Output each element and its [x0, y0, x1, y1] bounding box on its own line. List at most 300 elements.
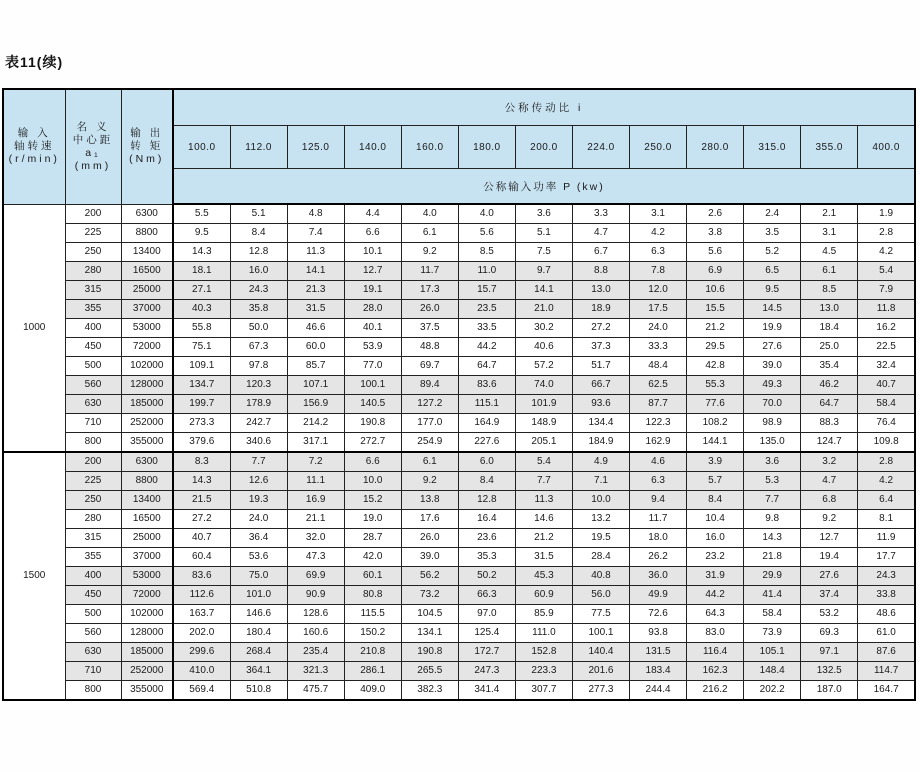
power-cell: 6.9: [687, 262, 744, 281]
power-cell: 160.6: [287, 624, 344, 643]
power-cell: 7.7: [744, 491, 801, 510]
power-cell: 89.4: [401, 376, 458, 395]
power-cell: 2.8: [858, 452, 915, 472]
header-center-distance: [65, 89, 121, 204]
torque-cell: 355000: [121, 433, 173, 453]
power-cell: 61.0: [858, 624, 915, 643]
power-cell: 27.2: [572, 319, 629, 338]
torque-cell: 102000: [121, 605, 173, 624]
torque-cell: 25000: [121, 529, 173, 548]
power-cell: 162.3: [687, 662, 744, 681]
power-cell: 11.0: [458, 262, 515, 281]
power-cell: 5.4: [515, 452, 572, 472]
power-cell: 6.1: [401, 452, 458, 472]
table-row: [3, 395, 915, 414]
power-cell: 202.2: [744, 681, 801, 701]
ratio-power-table: [2, 88, 916, 701]
power-cell: 177.0: [401, 414, 458, 433]
power-cell: 379.6: [173, 433, 230, 453]
power-cell: 7.5: [515, 243, 572, 262]
power-cell: 97.1: [801, 643, 858, 662]
torque-cell: 72000: [121, 586, 173, 605]
center-distance-cell: 225: [65, 224, 121, 243]
power-cell: 21.0: [515, 300, 572, 319]
power-cell: 58.4: [858, 395, 915, 414]
power-cell: 201.6: [572, 662, 629, 681]
power-cell: 17.5: [630, 300, 687, 319]
torque-cell: 6300: [121, 452, 173, 472]
power-cell: 216.2: [687, 681, 744, 701]
power-cell: 10.4: [687, 510, 744, 529]
center-distance-cell: 560: [65, 624, 121, 643]
power-cell: 35.3: [458, 548, 515, 567]
power-cell: 268.4: [230, 643, 287, 662]
power-cell: 104.5: [401, 605, 458, 624]
center-distance-cell: 250: [65, 491, 121, 510]
power-cell: 4.5: [801, 243, 858, 262]
power-cell: 23.5: [458, 300, 515, 319]
power-cell: 199.7: [173, 395, 230, 414]
power-cell: 144.1: [687, 433, 744, 453]
power-cell: 53.6: [230, 548, 287, 567]
power-cell: 409.0: [344, 681, 401, 701]
power-cell: 4.4: [344, 204, 401, 224]
power-cell: 152.8: [515, 643, 572, 662]
power-cell: 27.1: [173, 281, 230, 300]
power-cell: 56.2: [401, 567, 458, 586]
power-cell: 112.6: [173, 586, 230, 605]
table-row: [3, 510, 915, 529]
power-cell: 132.5: [801, 662, 858, 681]
power-cell: 11.9: [858, 529, 915, 548]
power-cell: 5.6: [687, 243, 744, 262]
power-cell: 16.0: [230, 262, 287, 281]
power-cell: 18.1: [173, 262, 230, 281]
ratio-col-224.0: 224.0: [572, 126, 629, 169]
power-cell: 31.9: [687, 567, 744, 586]
power-cell: 77.6: [687, 395, 744, 414]
power-cell: 35.8: [230, 300, 287, 319]
power-cell: 83.6: [173, 567, 230, 586]
power-cell: 37.3: [572, 338, 629, 357]
power-cell: 18.4: [801, 319, 858, 338]
power-cell: 223.3: [515, 662, 572, 681]
power-cell: 510.8: [230, 681, 287, 701]
table-row: [3, 605, 915, 624]
power-cell: 162.9: [630, 433, 687, 453]
power-cell: 50.2: [458, 567, 515, 586]
torque-cell: 8800: [121, 472, 173, 491]
power-cell: 135.0: [744, 433, 801, 453]
power-cell: 6.8: [801, 491, 858, 510]
power-cell: 83.0: [687, 624, 744, 643]
power-cell: 12.7: [344, 262, 401, 281]
power-cell: 235.4: [287, 643, 344, 662]
table-row: [3, 624, 915, 643]
power-cell: 24.0: [230, 510, 287, 529]
power-cell: 42.0: [344, 548, 401, 567]
power-cell: 85.7: [287, 357, 344, 376]
power-cell: 90.9: [287, 586, 344, 605]
torque-cell: 252000: [121, 414, 173, 433]
center-distance-cell: 630: [65, 643, 121, 662]
power-cell: 111.0: [515, 624, 572, 643]
power-cell: 4.2: [858, 243, 915, 262]
power-cell: 19.5: [572, 529, 629, 548]
center-distance-cell: 250: [65, 243, 121, 262]
center-distance-cell: 450: [65, 586, 121, 605]
power-cell: 317.1: [287, 433, 344, 453]
power-cell: 28.4: [572, 548, 629, 567]
power-cell: 66.3: [458, 586, 515, 605]
power-cell: 11.7: [401, 262, 458, 281]
power-cell: 17.6: [401, 510, 458, 529]
table-row: [3, 586, 915, 605]
ratio-col-250.0: 250.0: [630, 126, 687, 169]
power-cell: 5.5: [173, 204, 230, 224]
power-cell: 9.8: [744, 510, 801, 529]
power-cell: 5.1: [515, 224, 572, 243]
center-distance-cell: 200: [65, 204, 121, 224]
center-distance-cell: 225: [65, 472, 121, 491]
table-row: [3, 643, 915, 662]
power-cell: 7.8: [630, 262, 687, 281]
power-cell: 6.4: [858, 491, 915, 510]
power-cell: 6.3: [630, 243, 687, 262]
power-cell: 277.3: [572, 681, 629, 701]
power-cell: 273.3: [173, 414, 230, 433]
power-cell: 242.7: [230, 414, 287, 433]
power-cell: 8.4: [458, 472, 515, 491]
power-cell: 46.2: [801, 376, 858, 395]
power-cell: 49.3: [744, 376, 801, 395]
power-cell: 19.0: [344, 510, 401, 529]
header-ratio-title: 公称传动比 i: [173, 89, 915, 126]
power-cell: 105.1: [744, 643, 801, 662]
power-cell: 3.2: [801, 452, 858, 472]
power-cell: 77.0: [344, 357, 401, 376]
power-cell: 48.4: [630, 357, 687, 376]
power-cell: 5.7: [687, 472, 744, 491]
torque-cell: 16500: [121, 262, 173, 281]
power-cell: 3.3: [572, 204, 629, 224]
power-cell: 16.0: [687, 529, 744, 548]
table-row: [3, 319, 915, 338]
power-cell: 37.5: [401, 319, 458, 338]
power-cell: 6.7: [572, 243, 629, 262]
torque-cell: 37000: [121, 548, 173, 567]
power-cell: 97.8: [230, 357, 287, 376]
power-cell: 26.0: [401, 300, 458, 319]
power-cell: 58.4: [744, 605, 801, 624]
power-cell: 205.1: [515, 433, 572, 453]
power-cell: 69.9: [287, 567, 344, 586]
power-cell: 116.4: [687, 643, 744, 662]
power-cell: 85.9: [515, 605, 572, 624]
center-distance-cell: 355: [65, 300, 121, 319]
power-cell: 140.4: [572, 643, 629, 662]
power-cell: 19.4: [801, 548, 858, 567]
power-cell: 62.5: [630, 376, 687, 395]
ratio-col-315.0: 315.0: [744, 126, 801, 169]
power-cell: 42.8: [687, 357, 744, 376]
power-cell: 29.9: [744, 567, 801, 586]
power-cell: 12.0: [630, 281, 687, 300]
power-cell: 45.3: [515, 567, 572, 586]
header-input-speed-line: 轴转速: [14, 140, 55, 153]
torque-cell: 185000: [121, 643, 173, 662]
power-cell: 11.7: [630, 510, 687, 529]
power-cell: 66.7: [572, 376, 629, 395]
power-cell: 55.8: [173, 319, 230, 338]
power-cell: 9.4: [630, 491, 687, 510]
power-cell: 146.6: [230, 605, 287, 624]
table-row: [3, 243, 915, 262]
power-cell: 2.4: [744, 204, 801, 224]
center-distance-cell: 280: [65, 510, 121, 529]
torque-cell: 8800: [121, 224, 173, 243]
power-cell: 17.3: [401, 281, 458, 300]
ratio-col-140.0: 140.0: [344, 126, 401, 169]
center-distance-cell: 560: [65, 376, 121, 395]
table-row: [3, 357, 915, 376]
center-distance-cell: 500: [65, 357, 121, 376]
power-cell: 12.6: [230, 472, 287, 491]
power-cell: 4.8: [287, 204, 344, 224]
power-cell: 29.5: [687, 338, 744, 357]
header-output-torque: [121, 89, 173, 204]
power-cell: 148.9: [515, 414, 572, 433]
power-cell: 6.6: [344, 224, 401, 243]
power-cell: 7.1: [572, 472, 629, 491]
power-cell: 187.0: [801, 681, 858, 701]
power-cell: 3.6: [744, 452, 801, 472]
power-cell: 164.7: [858, 681, 915, 701]
power-cell: 18.9: [572, 300, 629, 319]
power-cell: 60.4: [173, 548, 230, 567]
ratio-col-200.0: 200.0: [515, 126, 572, 169]
power-cell: 31.5: [515, 548, 572, 567]
rpm-cell-1000: 1000: [3, 204, 65, 452]
torque-cell: 185000: [121, 395, 173, 414]
center-distance-cell: 500: [65, 605, 121, 624]
torque-cell: 25000: [121, 281, 173, 300]
table-row: [3, 472, 915, 491]
power-cell: 31.5: [287, 300, 344, 319]
power-cell: 49.9: [630, 586, 687, 605]
power-cell: 14.1: [515, 281, 572, 300]
power-cell: 39.0: [401, 548, 458, 567]
power-cell: 21.5: [173, 491, 230, 510]
header-output-torque-line: 输 出: [130, 127, 164, 140]
power-cell: 5.3: [744, 472, 801, 491]
power-cell: 2.8: [858, 224, 915, 243]
torque-cell: 13400: [121, 491, 173, 510]
center-distance-cell: 450: [65, 338, 121, 357]
power-cell: 50.0: [230, 319, 287, 338]
ratio-col-100.0: 100.0: [173, 126, 230, 169]
power-cell: 41.4: [744, 586, 801, 605]
torque-cell: 128000: [121, 376, 173, 395]
power-cell: 33.8: [858, 586, 915, 605]
power-cell: 124.7: [801, 433, 858, 453]
power-cell: 35.4: [801, 357, 858, 376]
power-cell: 15.7: [458, 281, 515, 300]
power-cell: 569.4: [173, 681, 230, 701]
power-cell: 30.2: [515, 319, 572, 338]
power-cell: 93.6: [572, 395, 629, 414]
torque-cell: 16500: [121, 510, 173, 529]
power-cell: 7.7: [230, 452, 287, 472]
ratio-col-180.0: 180.0: [458, 126, 515, 169]
power-cell: 3.8: [687, 224, 744, 243]
power-cell: 75.0: [230, 567, 287, 586]
power-cell: 14.6: [515, 510, 572, 529]
power-cell: 227.6: [458, 433, 515, 453]
power-cell: 13.0: [801, 300, 858, 319]
power-cell: 9.2: [801, 510, 858, 529]
power-cell: 6.3: [630, 472, 687, 491]
power-cell: 299.6: [173, 643, 230, 662]
power-cell: 46.6: [287, 319, 344, 338]
power-cell: 83.6: [458, 376, 515, 395]
power-cell: 21.8: [744, 548, 801, 567]
torque-cell: 37000: [121, 300, 173, 319]
power-cell: 214.2: [287, 414, 344, 433]
header-input-speed: [3, 89, 65, 204]
header-input-speed-line: (r/min): [8, 153, 60, 166]
power-cell: 36.4: [230, 529, 287, 548]
power-cell: 5.6: [458, 224, 515, 243]
power-cell: 6.0: [458, 452, 515, 472]
power-cell: 40.7: [173, 529, 230, 548]
power-cell: 9.5: [173, 224, 230, 243]
power-cell: 5.4: [858, 262, 915, 281]
power-cell: 10.0: [344, 472, 401, 491]
torque-cell: 53000: [121, 567, 173, 586]
power-cell: 15.2: [344, 491, 401, 510]
power-cell: 26.0: [401, 529, 458, 548]
power-cell: 8.4: [687, 491, 744, 510]
power-cell: 307.7: [515, 681, 572, 701]
power-cell: 156.9: [287, 395, 344, 414]
power-cell: 16.2: [858, 319, 915, 338]
power-cell: 272.7: [344, 433, 401, 453]
power-cell: 69.3: [801, 624, 858, 643]
power-cell: 115.5: [344, 605, 401, 624]
header-center-distance-line: (mm): [74, 159, 112, 172]
torque-cell: 102000: [121, 357, 173, 376]
power-cell: 73.2: [401, 586, 458, 605]
table-row: [3, 681, 915, 701]
power-cell: 100.1: [344, 376, 401, 395]
power-cell: 76.4: [858, 414, 915, 433]
power-cell: 3.5: [744, 224, 801, 243]
power-cell: 4.0: [458, 204, 515, 224]
power-cell: 8.5: [458, 243, 515, 262]
power-cell: 364.1: [230, 662, 287, 681]
power-cell: 40.1: [344, 319, 401, 338]
power-cell: 6.6: [344, 452, 401, 472]
power-cell: 3.1: [630, 204, 687, 224]
torque-cell: 6300: [121, 204, 173, 224]
power-cell: 74.0: [515, 376, 572, 395]
torque-cell: 252000: [121, 662, 173, 681]
power-cell: 32.0: [287, 529, 344, 548]
power-cell: 202.0: [173, 624, 230, 643]
header-output-torque-line: 转 矩: [130, 140, 164, 153]
power-cell: 3.9: [687, 452, 744, 472]
power-cell: 64.3: [687, 605, 744, 624]
power-cell: 100.1: [572, 624, 629, 643]
power-cell: 19.9: [744, 319, 801, 338]
power-cell: 8.3: [173, 452, 230, 472]
power-cell: 5.1: [230, 204, 287, 224]
center-distance-cell: 710: [65, 662, 121, 681]
power-cell: 164.9: [458, 414, 515, 433]
table-row: [3, 529, 915, 548]
table-row: [3, 548, 915, 567]
torque-cell: 72000: [121, 338, 173, 357]
power-cell: 27.6: [801, 567, 858, 586]
power-cell: 13.2: [572, 510, 629, 529]
header-row-ratio-title: [3, 89, 915, 126]
power-cell: 13.0: [572, 281, 629, 300]
power-cell: 77.5: [572, 605, 629, 624]
power-cell: 286.1: [344, 662, 401, 681]
power-cell: 24.3: [858, 567, 915, 586]
power-cell: 8.4: [230, 224, 287, 243]
power-cell: 60.0: [287, 338, 344, 357]
power-cell: 7.7: [515, 472, 572, 491]
power-cell: 16.9: [287, 491, 344, 510]
power-cell: 40.3: [173, 300, 230, 319]
torque-cell: 13400: [121, 243, 173, 262]
power-cell: 23.6: [458, 529, 515, 548]
center-distance-cell: 710: [65, 414, 121, 433]
power-cell: 51.7: [572, 357, 629, 376]
power-cell: 2.6: [687, 204, 744, 224]
power-cell: 23.2: [687, 548, 744, 567]
power-cell: 69.7: [401, 357, 458, 376]
power-cell: 21.2: [687, 319, 744, 338]
power-cell: 60.9: [515, 586, 572, 605]
power-cell: 98.9: [744, 414, 801, 433]
table-row: [3, 376, 915, 395]
power-cell: 6.5: [744, 262, 801, 281]
power-cell: 120.3: [230, 376, 287, 395]
power-cell: 88.3: [801, 414, 858, 433]
power-cell: 5.2: [744, 243, 801, 262]
ratio-col-355.0: 355.0: [801, 126, 858, 169]
power-cell: 40.8: [572, 567, 629, 586]
power-cell: 36.0: [630, 567, 687, 586]
power-cell: 87.6: [858, 643, 915, 662]
power-cell: 4.7: [801, 472, 858, 491]
power-cell: 127.2: [401, 395, 458, 414]
power-cell: 57.2: [515, 357, 572, 376]
power-cell: 3.1: [801, 224, 858, 243]
power-cell: 109.8: [858, 433, 915, 453]
header-output-torque-line: (Nm): [129, 153, 165, 166]
power-cell: 32.4: [858, 357, 915, 376]
table-row: [3, 433, 915, 453]
power-cell: 247.3: [458, 662, 515, 681]
power-cell: 7.4: [287, 224, 344, 243]
power-cell: 382.3: [401, 681, 458, 701]
power-cell: 140.5: [344, 395, 401, 414]
power-cell: 24.0: [630, 319, 687, 338]
